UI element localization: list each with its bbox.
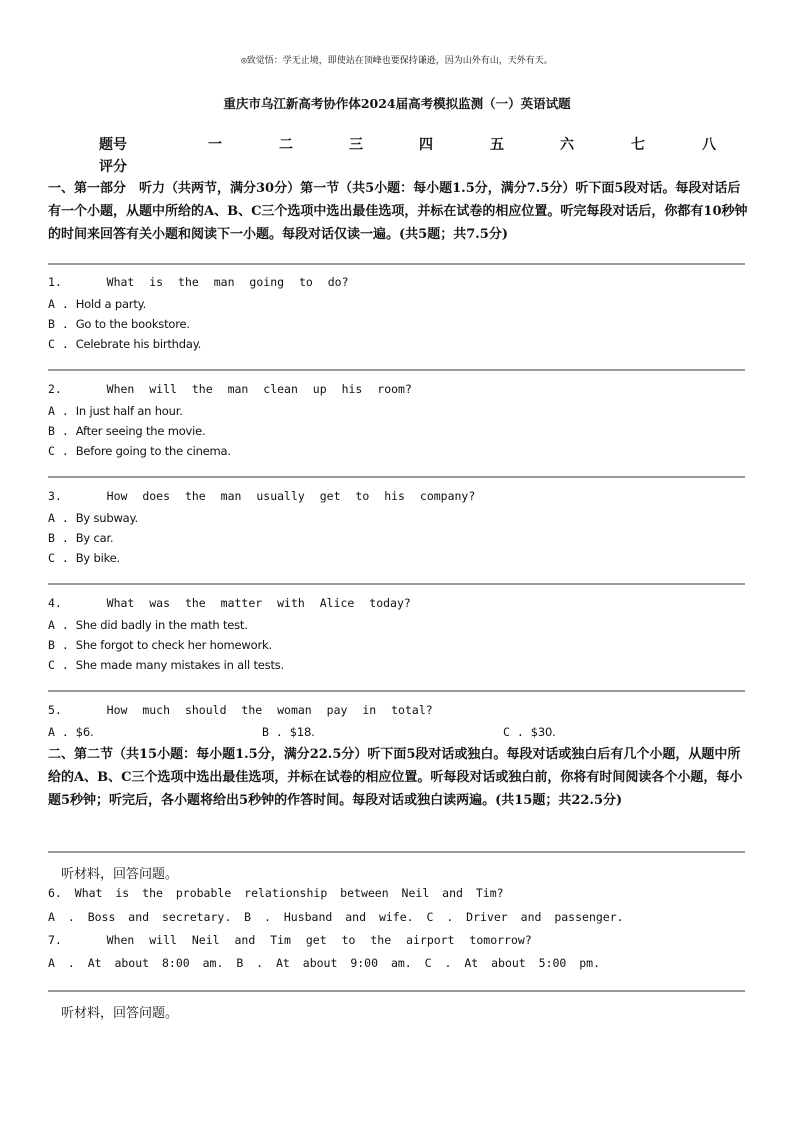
q2-option-a: A . In just half an hour.	[48, 404, 183, 418]
score-col-1: 一	[208, 137, 222, 153]
q4-option-a: A . She did badly in the math test.	[48, 618, 248, 632]
q7-options: A . At about 8:00 am. B . At about 9:00 am. C . At about 5:00 pm.	[48, 956, 601, 970]
listen-prompt: 听材料，回答问题。	[61, 867, 179, 882]
divider	[48, 583, 745, 585]
divider	[48, 369, 745, 371]
q5-option-b: B . $18.	[262, 725, 315, 739]
divider	[48, 476, 745, 478]
section2-instruction: 二、第二节（共15小题：每小题1.5分，满分22.5分）听下面5段对话或独白。每段对话或独白后有几个小题，从题中所给的A、B、C三个选项中选出最佳选项，并标在试卷的相应位置。听每段对话或独白前，你将有时间阅读各个小题，每小题5秒钟；听完后，各小题将给出5秒钟的作答时间。每段对话或独白读两遍。(共15题；共22.5分)	[48, 747, 743, 808]
question-5: 5. How much should the woman pay in total?	[48, 703, 433, 717]
question-7: 7. When will Neil and Tim get to the airport tomorrow?	[48, 933, 532, 947]
divider	[48, 851, 745, 853]
divider	[48, 990, 745, 992]
listen-prompt: 听材料，回答问题。	[61, 1006, 179, 1021]
q3-option-c: C . By bike.	[48, 551, 120, 565]
score-row-label: 题号	[99, 137, 127, 153]
score-col-8: 八	[702, 137, 716, 153]
motto: ◎致觉悟：学无止境，即使站在顶峰也要保持谦逊，因为山外有山，天外有天。	[241, 56, 553, 66]
score-col-2: 二	[279, 137, 293, 153]
q6-options: A . Boss and secretary. B . Husband and wife. C . Driver and passenger.	[48, 910, 624, 924]
question-6: 6. What is the probable relationship between Neil and Tim?	[48, 886, 504, 900]
score-label: 评分	[99, 159, 127, 175]
score-col-6: 六	[560, 137, 574, 153]
score-col-4: 四	[419, 137, 433, 153]
divider	[48, 263, 745, 265]
score-col-5: 五	[490, 137, 504, 153]
question-3: 3. How does the man usually get to his company?	[48, 489, 476, 503]
q5-option-a: A . $6.	[48, 725, 94, 739]
question-2: 2. When will the man clean up his room?	[48, 382, 412, 396]
q2-option-c: C . Before going to the cinema.	[48, 444, 231, 458]
question-4: 4. What was the matter with Alice today?	[48, 596, 411, 610]
question-1: 1. What is the man going to do?	[48, 275, 349, 289]
divider	[48, 690, 745, 692]
q3-option-b: B . By car.	[48, 531, 114, 545]
q1-option-b: B . Go to the bookstore.	[48, 317, 190, 331]
q4-option-b: B . She forgot to check her homework.	[48, 638, 272, 652]
q5-option-c: C . $30.	[503, 725, 556, 739]
q2-option-b: B . After seeing the movie.	[48, 424, 206, 438]
q3-option-a: A . By subway.	[48, 511, 138, 525]
score-col-7: 七	[631, 137, 645, 153]
section1-instruction: 一、第一部分 听力（共两节，满分30分）第一节（共5小题：每小题1.5分，满分7.5分）听下面5段对话。每段对话后有一个小题，从题中所给的A、B、C三个选项中选出最佳选项，并标在试卷的相应位置。听完每段对话后，你都有10秒钟的时间来回答有关小题和阅读下一小题。每段对话仅读一遍。(共5题；共7.5分)	[48, 181, 748, 242]
exam-title: 重庆市乌江新高考协作体2024届高考模拟监测（一）英语试题	[223, 96, 571, 111]
q1-option-a: A . Hold a party.	[48, 297, 147, 311]
q1-option-c: C . Celebrate his birthday.	[48, 337, 202, 351]
score-col-3: 三	[349, 137, 363, 153]
q4-option-c: C . She made many mistakes in all tests.	[48, 658, 284, 672]
